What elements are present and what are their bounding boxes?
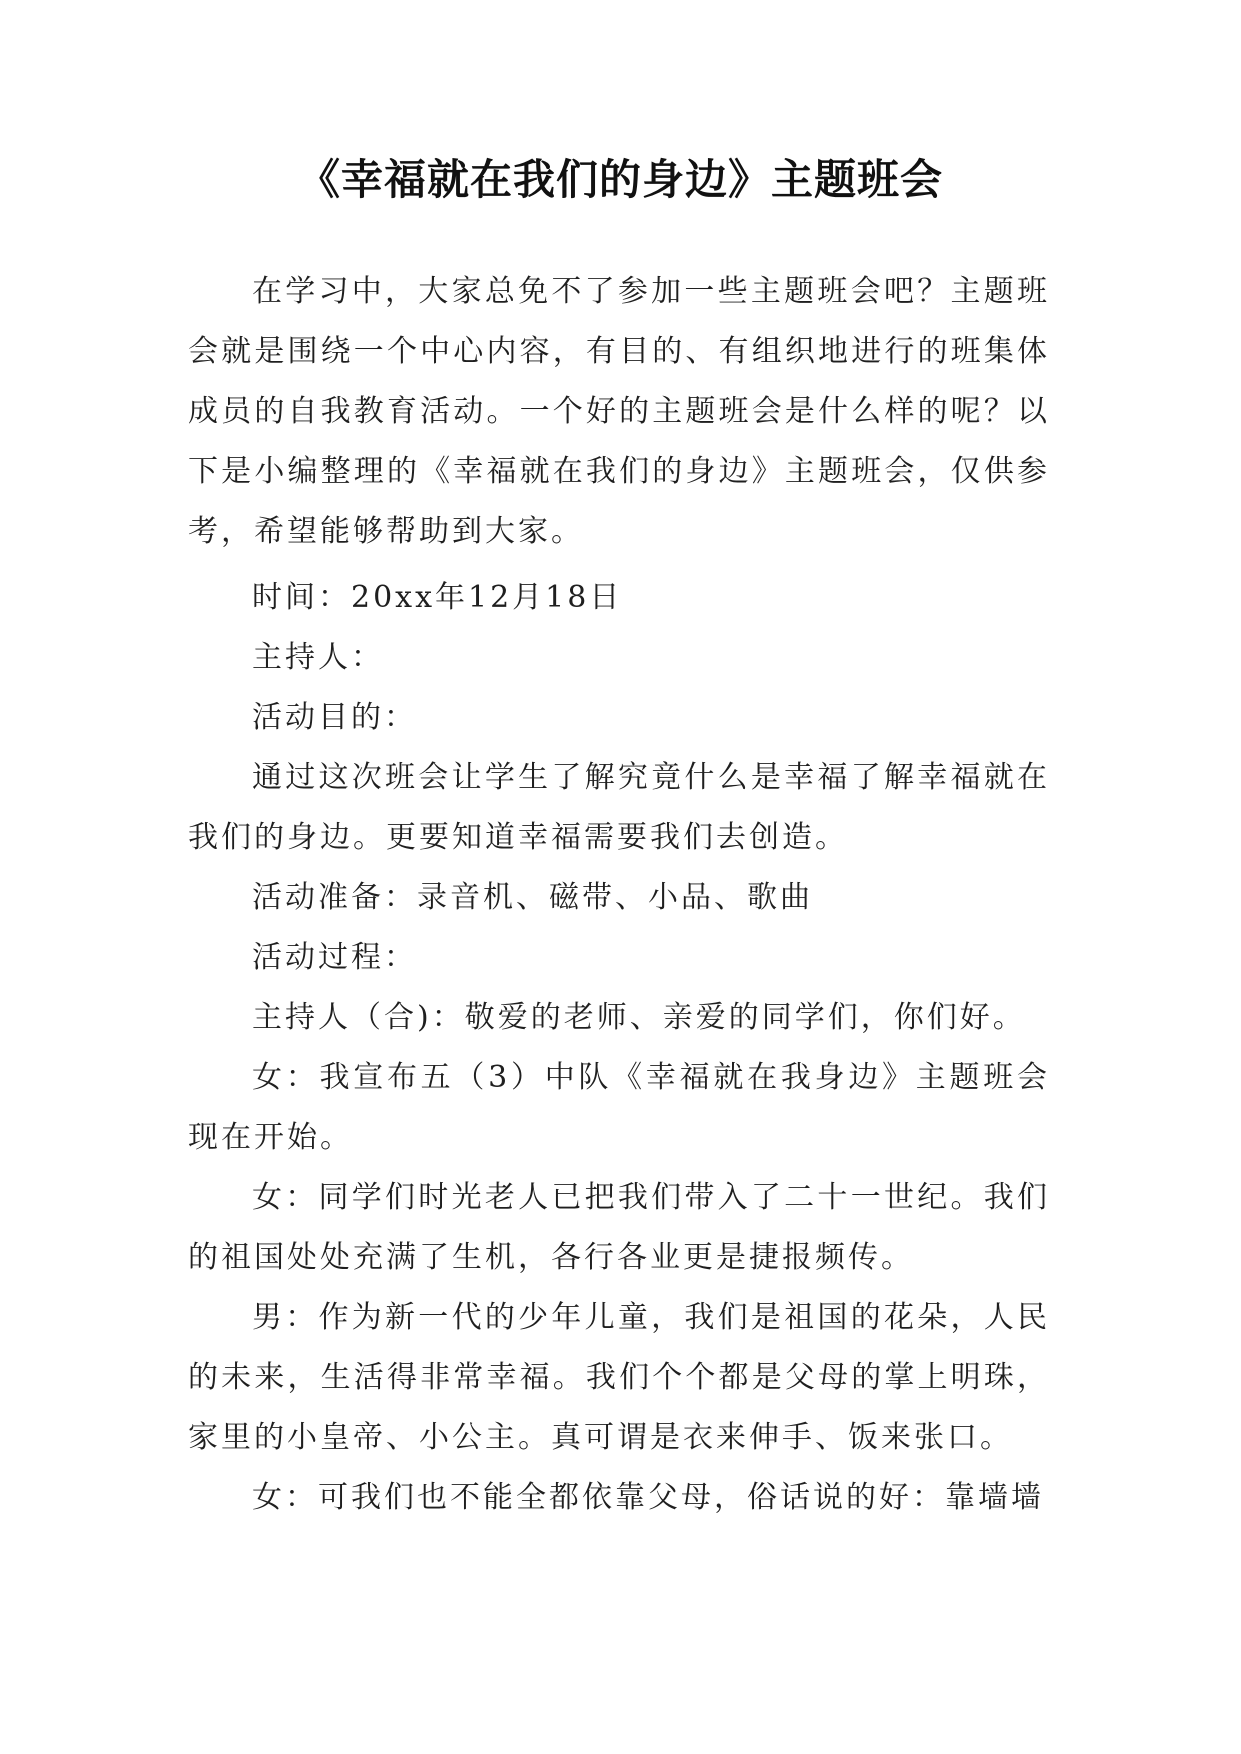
document-title: 《幸福就在我们的身边》主题班会	[297, 155, 943, 204]
document-intro-block	[188, 262, 1050, 562]
intro-paragraph: 在学习中，大家总免不了参加一些主题班会吧？主题班会就是围绕一个中心内容，有目的、有组织地进行的班集体成员的自我教育活动。一个好的主题班会是什么样的呢？以下是小编整理的《幸福就在我们的身边》主题班会，仅供参考，希望能够帮助到大家。	[188, 274, 1050, 549]
paragraph-host: 主持人：	[252, 640, 384, 675]
document-body	[188, 568, 1050, 1528]
paragraph-process-heading: 活动过程：	[252, 940, 417, 975]
paragraph-dialogue-3: 女：同学们时光老人已把我们带入了二十一世纪。我们的祖国处处充满了生机，各行各业更是捷报频传。	[188, 1180, 1050, 1275]
paragraph-dialogue-1: 主持人（合)：敬爱的老师、亲爱的同学们，你们好。	[252, 1000, 1026, 1035]
paragraph-dialogue-4: 男：作为新一代的少年儿童，我们是祖国的花朵，人民的未来，生活得非常幸福。我们个个都是父母的掌上明珠，家里的小皇帝、小公主。真可谓是衣来伸手、饭来张口。	[188, 1300, 1050, 1455]
paragraph-goal-heading: 活动目的：	[252, 700, 417, 735]
paragraph-dialogue-2: 女：我宣布五（3）中队《幸福就在我身边》主题班会现在开始。	[188, 1060, 1050, 1155]
paragraph-dialogue-5: 女：可我们也不能全都依靠父母，俗话说的好：靠墙墙	[252, 1480, 1044, 1515]
paragraph-goal: 通过这次班会让学生了解究竟什么是幸福了解幸福就在我们的身边。更要知道幸福需要我们去创造。	[188, 760, 1050, 855]
paragraph-preparation: 活动准备：录音机、磁带、小品、歌曲	[252, 880, 813, 915]
paragraph-time: 时间：20xx年12月18日	[252, 580, 623, 615]
